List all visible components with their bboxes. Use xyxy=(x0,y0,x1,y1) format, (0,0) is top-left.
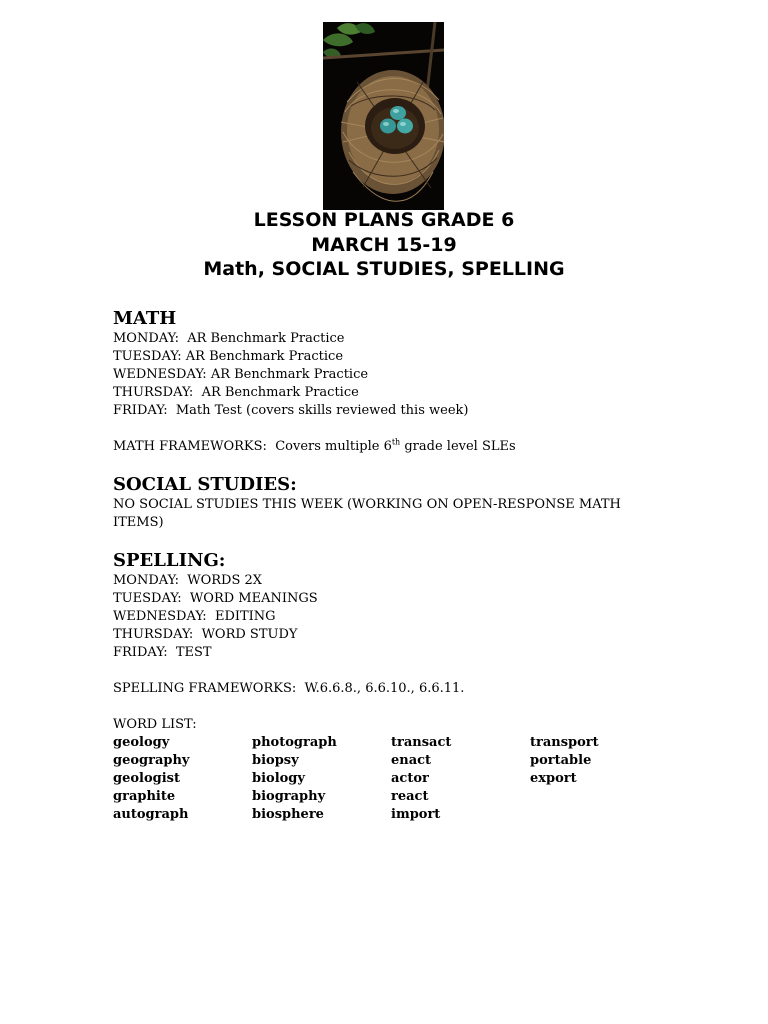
word-item: react xyxy=(391,789,429,804)
math-day-friday: FRIDAY: Math Test (covers skills reviewed this week) xyxy=(113,403,469,418)
spelling-day-friday: FRIDAY: TEST xyxy=(113,645,212,660)
math-day-monday: MONDAY: AR Benchmark Practice xyxy=(113,331,345,346)
math-frameworks-sup: th xyxy=(391,437,401,447)
math-heading: MATH xyxy=(113,308,177,329)
math-day-wednesday: WEDNESDAY: AR Benchmark Practice xyxy=(113,367,369,382)
math-day-tuesday: TUESDAY: AR Benchmark Practice xyxy=(113,349,344,364)
word-item: portable xyxy=(530,753,592,768)
word-item: transport xyxy=(530,735,599,750)
spelling-day-wednesday: WEDNESDAY: EDITING xyxy=(113,609,276,624)
word-list-label: WORD LIST: xyxy=(113,717,197,732)
spelling-heading: SPELLING: xyxy=(113,550,226,571)
word-column-3 xyxy=(391,734,530,824)
word-item: graphite xyxy=(113,789,176,804)
word-column-4 xyxy=(530,734,669,824)
title-line-2: MARCH 15-19 xyxy=(311,233,457,256)
social-studies-heading: SOCIAL STUDIES: xyxy=(113,474,297,495)
word-item: geography xyxy=(113,753,190,768)
word-item: biopsy xyxy=(252,753,299,768)
word-column-2 xyxy=(252,734,391,824)
social-studies-text: NO SOCIAL STUDIES THIS WEEK (WORKING ON OPEN-RESPONSE MATH ITEMS) xyxy=(113,497,621,530)
math-frameworks xyxy=(113,438,673,456)
spelling-frameworks: SPELLING FRAMEWORKS: W.6.6.8., 6.6.10., 6.6.11. xyxy=(113,681,465,696)
word-item: biosphere xyxy=(252,807,324,822)
math-day-thursday: THURSDAY: AR Benchmark Practice xyxy=(113,385,359,400)
math-frameworks-suffix: grade level SLEs xyxy=(400,439,516,454)
word-list-grid xyxy=(113,734,673,824)
word-item: transact xyxy=(391,735,452,750)
title-line-3: Math, SOCIAL STUDIES, SPELLING xyxy=(203,258,565,280)
word-item: enact xyxy=(391,753,432,768)
spelling-day-monday: MONDAY: WORDS 2X xyxy=(113,573,263,588)
word-item: import xyxy=(391,807,441,822)
bird-nest-image xyxy=(323,22,444,210)
word-item: biography xyxy=(252,789,326,804)
word-item: biology xyxy=(252,771,305,786)
spelling-day-tuesday: TUESDAY: WORD MEANINGS xyxy=(113,591,318,606)
word-item: geologist xyxy=(113,771,180,786)
word-item: export xyxy=(530,771,577,786)
word-item: autograph xyxy=(113,807,189,822)
math-frameworks-prefix: MATH FRAMEWORKS: Covers multiple 6 xyxy=(113,439,392,454)
title-line-1: LESSON PLANS GRADE 6 xyxy=(253,209,515,231)
word-item: geology xyxy=(113,735,170,750)
word-item: actor xyxy=(391,771,429,786)
word-item: photograph xyxy=(252,735,337,750)
title-block xyxy=(0,208,768,282)
word-column-1 xyxy=(113,734,252,824)
spelling-day-thursday: THURSDAY: WORD STUDY xyxy=(113,627,298,642)
lesson-content xyxy=(113,308,673,824)
